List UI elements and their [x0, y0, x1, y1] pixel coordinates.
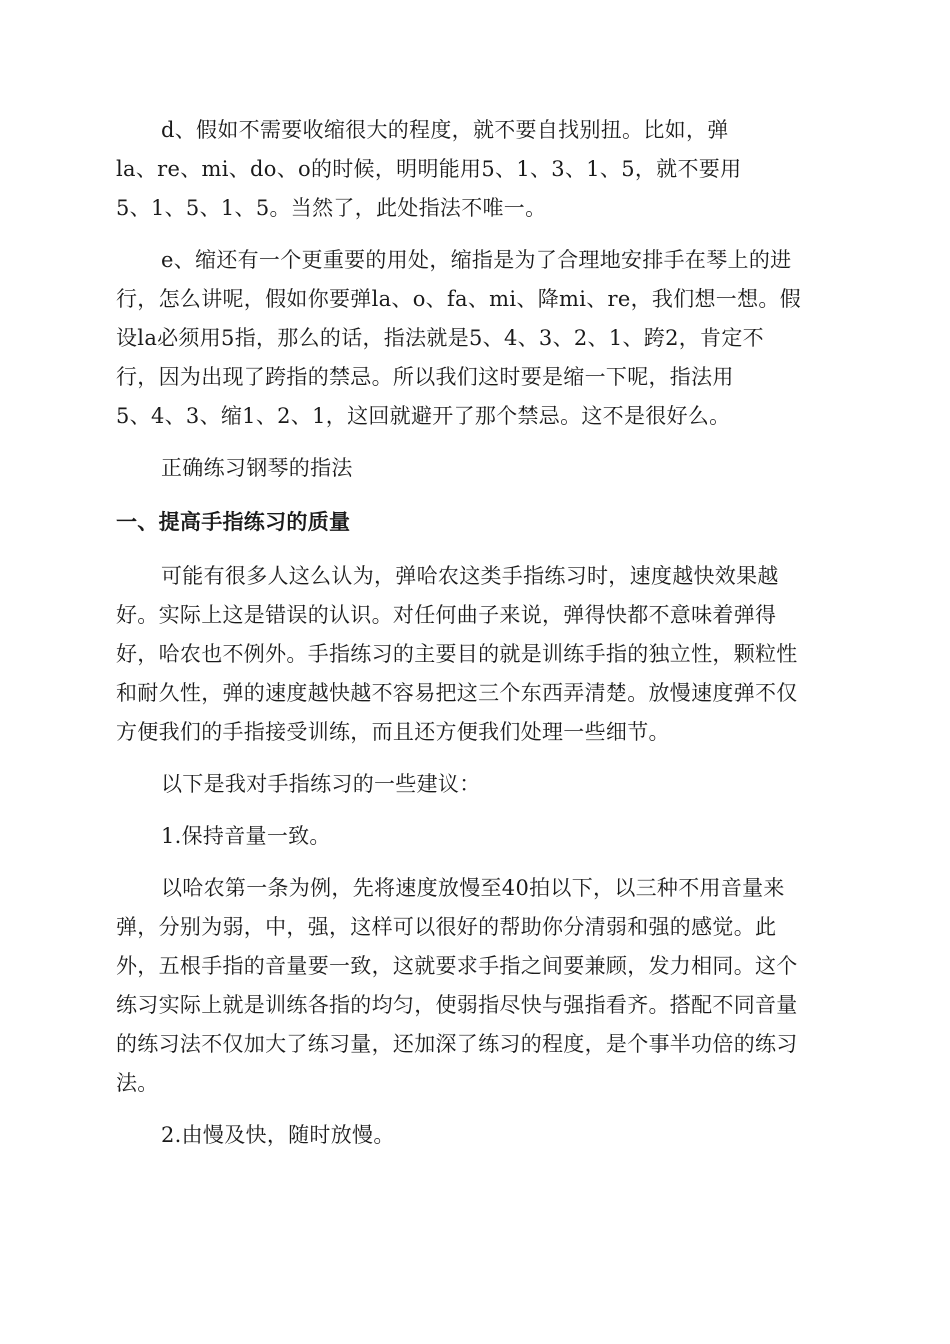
paragraph-d-line-2: la、re、mi、do、o的时候，明明能用5、1、3、1、5，就不要用 [116, 157, 742, 181]
paragraph-3-line-4: 练习实际上就是训练各指的均匀，使弱指尽快与强指看齐。搭配不同音量 [116, 993, 798, 1017]
paragraph-3-line-1: 以哈农第一条为例，先将速度放慢至40拍以下，以三种不用音量来 [161, 876, 785, 900]
paragraph-e-line-4: 行，因为出现了跨指的禁忌。所以我们这时要是缩一下呢，指法用 [116, 365, 734, 389]
paragraph-1-line-4: 和耐久性，弹的速度越快越不容易把这三个东西弄清楚。放慢速度弹不仅 [116, 681, 798, 705]
paragraph-d-line-3: 5、1、5、1、5。当然了，此处指法不唯一。 [116, 196, 547, 220]
paragraph-1-line-3: 好，哈农也不例外。手指练习的主要目的就是训练手指的独立性，颗粒性 [116, 642, 798, 666]
paragraph-3-line-6: 法。 [116, 1071, 159, 1095]
paragraph-3-line-2: 弹，分别为弱，中，强，这样可以很好的帮助你分清弱和强的感觉。此 [116, 915, 777, 939]
paragraph-3-line-3: 外，五根手指的音量要一致，这就要求手指之间要兼顾，发力相同。这个 [116, 954, 798, 978]
paragraph-2: 以下是我对手指练习的一些建议： [161, 772, 481, 796]
paragraph-1-line-2: 好。实际上这是错误的认识。对任何曲子来说，弹得快都不意味着弹得 [116, 603, 777, 627]
paragraph-3-line-5: 的练习法不仅加大了练习量，还加深了练习的程度，是个事半功倍的练习 [116, 1032, 798, 1056]
list-item-2: 2.由慢及快，随时放慢。 [161, 1123, 395, 1147]
paragraph-1-line-5: 方便我们的手指接受训练，而且还方便我们处理一些细节。 [116, 720, 670, 744]
paragraph-e-line-1: e、缩还有一个更重要的用处，缩指是为了合理地安排手在琴上的进 [161, 248, 792, 272]
paragraph-e-line-5: 5、4、3、缩1、2、1，这回就避开了那个禁忌。这不是很好么。 [116, 404, 731, 428]
paragraph-1-line-1: 可能有很多人这么认为，弹哈农这类手指练习时，速度越快效果越 [161, 564, 779, 588]
list-item-1: 1.保持音量一致。 [161, 824, 331, 848]
paragraph-d-line-1: d、假如不需要收缩很大的程度，就不要自找别扭。比如，弹 [161, 118, 729, 142]
paragraph-e-line-3: 设la必须用5指，那么的话，指法就是5、4、3、2、1、跨2，肯定不 [116, 326, 764, 350]
section-heading: 一、提高手指练习的质量 [116, 510, 351, 534]
paragraph-e-line-2: 行，怎么讲呢，假如你要弹la、o、fa、mi、降mi、re，我们想一想。假 [116, 287, 801, 311]
subtitle: 正确练习钢琴的指法 [161, 456, 353, 480]
